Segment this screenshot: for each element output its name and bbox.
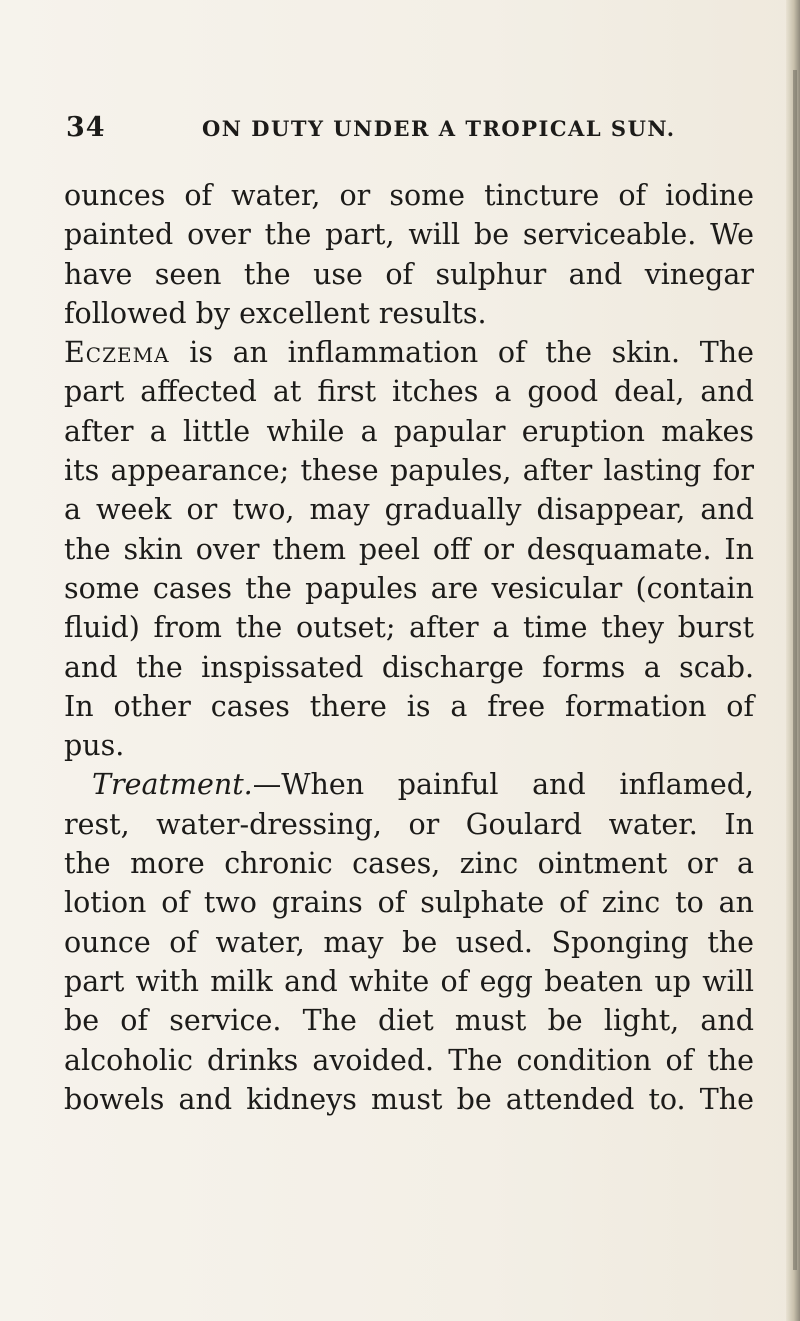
text-line: part with milk and white of egg beaten up will: [64, 964, 754, 998]
eczema-paragraph-first-line: [64, 333, 754, 372]
treatment-heading: Treatment.: [92, 768, 253, 802]
text-line: the more chronic cases, zinc ointment or a: [64, 847, 754, 881]
text-line-rest: is an inflammation of the skin. The: [169, 336, 754, 370]
text-line: be of service. The diet must be light, and: [64, 1004, 754, 1038]
text-line: the skin over them peel off or desquamate. In: [64, 532, 754, 566]
text-line: have seen the use of sulphur and vinegar: [64, 257, 754, 291]
text-line: lotion of two grains of sulphate of zinc to an: [64, 886, 754, 920]
page-edge-line: [793, 70, 797, 1270]
text-line: after a little while a papular eruption makes: [64, 414, 754, 448]
text-line: ounces of water, or some tincture of iodine: [64, 179, 754, 212]
page-edge-shadow: [786, 0, 800, 1321]
treatment-paragraph-first-line: [64, 765, 754, 804]
text-line: followed by excellent results.: [64, 296, 487, 330]
text-line: rest, water-dressing, or Goulard water. In: [64, 807, 754, 841]
body-text: [64, 176, 754, 1119]
text-line: some cases the papules are vesicular (contain: [64, 571, 754, 605]
page-header: [66, 112, 726, 146]
text-line: In other cases there is a free formation of: [64, 689, 754, 723]
text-line: fluid) from the outset; after a time they burst: [64, 611, 754, 645]
text-line: alcoholic drinks avoided. The condition of the: [64, 1043, 754, 1077]
page-number: 34: [66, 112, 106, 143]
eczema-heading: Eczema: [64, 336, 170, 370]
running-head: ON DUTY UNDER A TROPICAL SUN.: [202, 116, 676, 141]
text-line: painted over the part, will be serviceable. We: [64, 218, 754, 252]
text-line-rest: —When painful and inflamed,: [252, 768, 754, 802]
text-line: a week or two, may gradually disappear, and: [64, 493, 754, 527]
text-line: pus.: [64, 729, 125, 763]
text-line: part affected at first itches a good deal, and: [64, 375, 754, 409]
text-line: ounce of water, may be used. Sponging the: [64, 925, 754, 959]
text-line: bowels and kidneys must be attended to. The: [64, 1082, 754, 1116]
text-line: its appearance; these papules, after lasting for: [64, 454, 754, 488]
text-line: and the inspissated discharge forms a scab.: [64, 650, 754, 684]
